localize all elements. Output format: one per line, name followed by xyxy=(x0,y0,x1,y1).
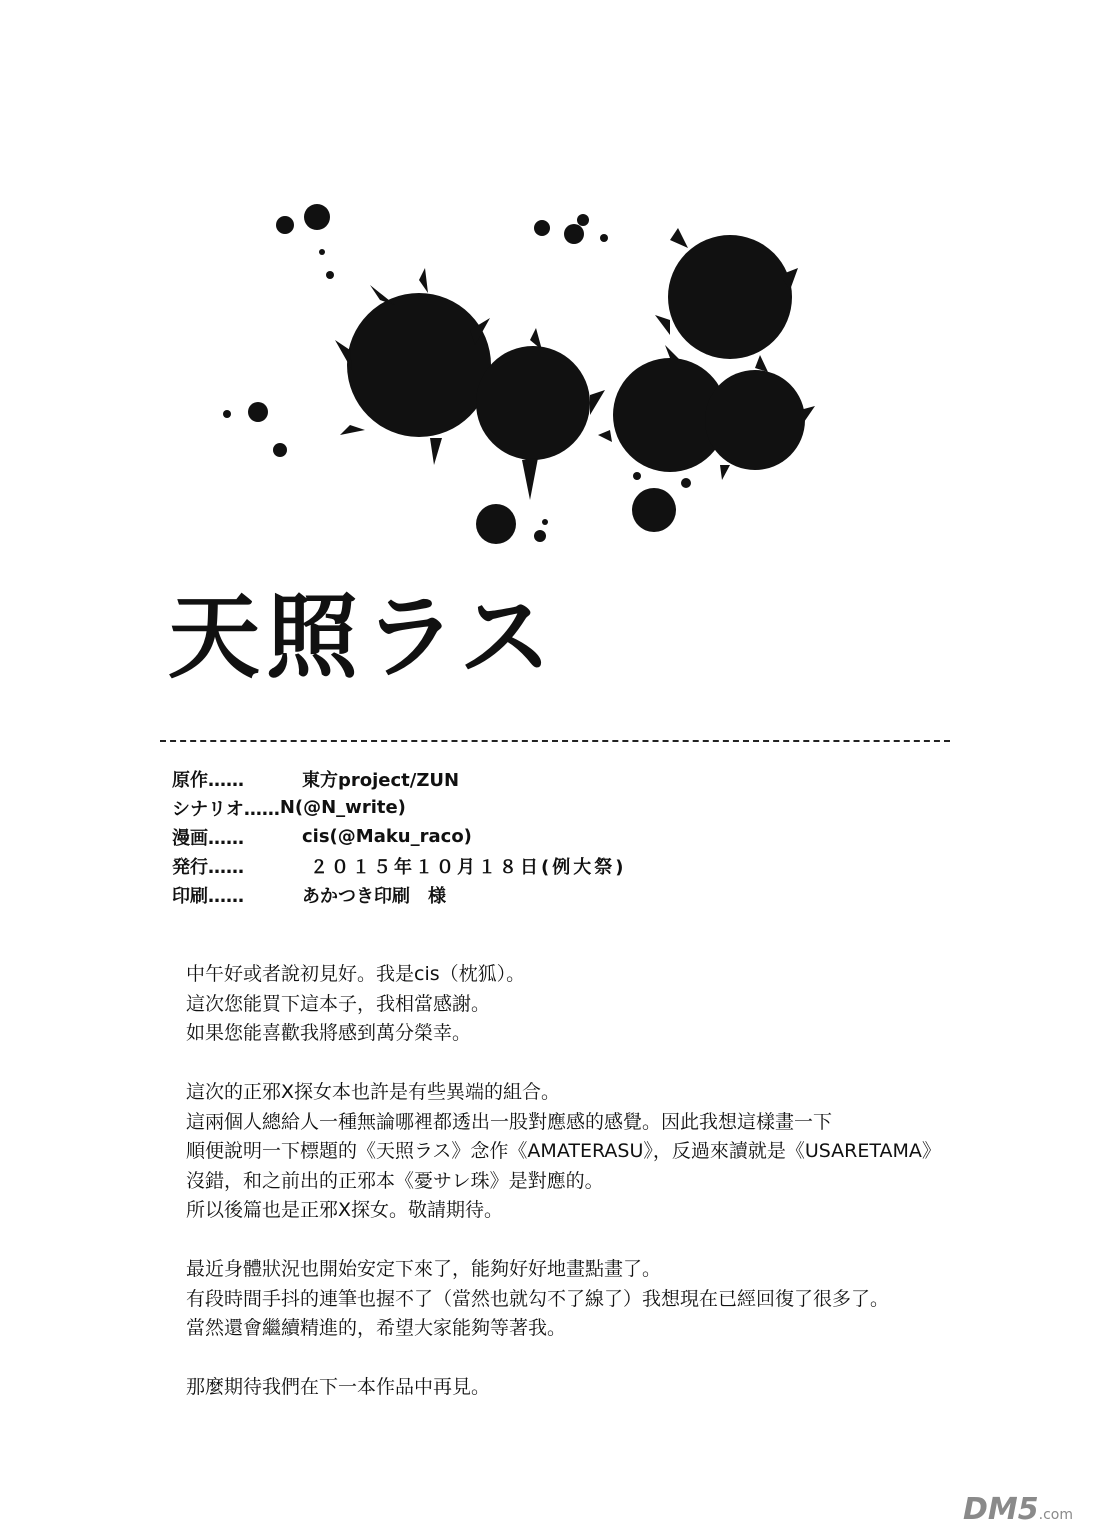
text-line: 所以後篇也是正邪X探女。敬請期待。 xyxy=(186,1199,504,1221)
paragraph xyxy=(186,1078,1056,1226)
credit-label: シナリオ…… xyxy=(172,798,280,820)
paragraph xyxy=(186,1255,1056,1344)
credit-row-scenario xyxy=(172,793,972,822)
ink-splatter-art xyxy=(200,180,840,560)
watermark-domain: .com xyxy=(1038,1507,1073,1523)
text-line: 這次您能買下這本子，我相當感謝。 xyxy=(186,992,491,1015)
credit-row-manga xyxy=(172,822,972,851)
site-watermark xyxy=(963,1492,1073,1527)
credits-block xyxy=(172,764,972,909)
watermark-logo: DM5 xyxy=(963,1492,1039,1527)
text-line: 當然還會繼續精進的，希望大家能夠等著我。 xyxy=(186,1317,567,1339)
text-line: 最近身體狀況也開始安定下來了，能夠好好地畫點畫了。 xyxy=(186,1258,662,1280)
paragraph xyxy=(186,1373,1056,1403)
credit-row-printing xyxy=(172,880,972,909)
credit-value: cis(@Maku_raco) xyxy=(302,826,472,847)
dashed-divider xyxy=(160,740,950,742)
text-line: 那麼期待我們在下一本作品中再見。 xyxy=(186,1376,491,1398)
text-line: 順便說明一下標題的《天照ラス》念作《AMATERASU》，反過來讀就是《USARETAMA》 xyxy=(186,1140,941,1162)
text-line: 如果您能喜歡我將感到萬分榮幸。 xyxy=(186,1022,472,1044)
credit-label: 発行…… xyxy=(172,856,244,878)
credit-value: ２０１５年１０月１８日(例大祭) xyxy=(310,856,627,878)
credit-value: N(@N_write) xyxy=(279,797,406,818)
text-line: 這次的正邪X探女本也許是有些異端的組合。 xyxy=(186,1081,561,1103)
credit-row-publish xyxy=(172,851,972,880)
credit-value: あかつき印刷 様 xyxy=(302,885,446,907)
credit-label: 印刷…… xyxy=(172,885,244,907)
credit-label: 原作…… xyxy=(172,769,244,791)
credit-value: 東方project/ZUN xyxy=(302,769,460,791)
paragraph xyxy=(186,960,1056,1049)
text-line: 中午好或者說初見好。我是cis（枕狐）。 xyxy=(186,963,526,985)
text-line: 這兩個人總給人一種無論哪裡都透出一股對應感的感覺。因此我想這樣畫一下 xyxy=(186,1110,833,1133)
credit-row-original xyxy=(172,764,972,793)
text-line: 沒錯，和之前出的正邪本《憂サレ珠》是對應的。 xyxy=(186,1169,604,1192)
book-title: 天照ラス xyxy=(168,584,558,691)
text-line: 有段時間手抖的連筆也握不了（當然也就勾不了線了）我想現在已經回復了很多了。 xyxy=(186,1287,890,1310)
credit-label: 漫画…… xyxy=(172,827,244,849)
afterword-text xyxy=(186,960,1056,1432)
